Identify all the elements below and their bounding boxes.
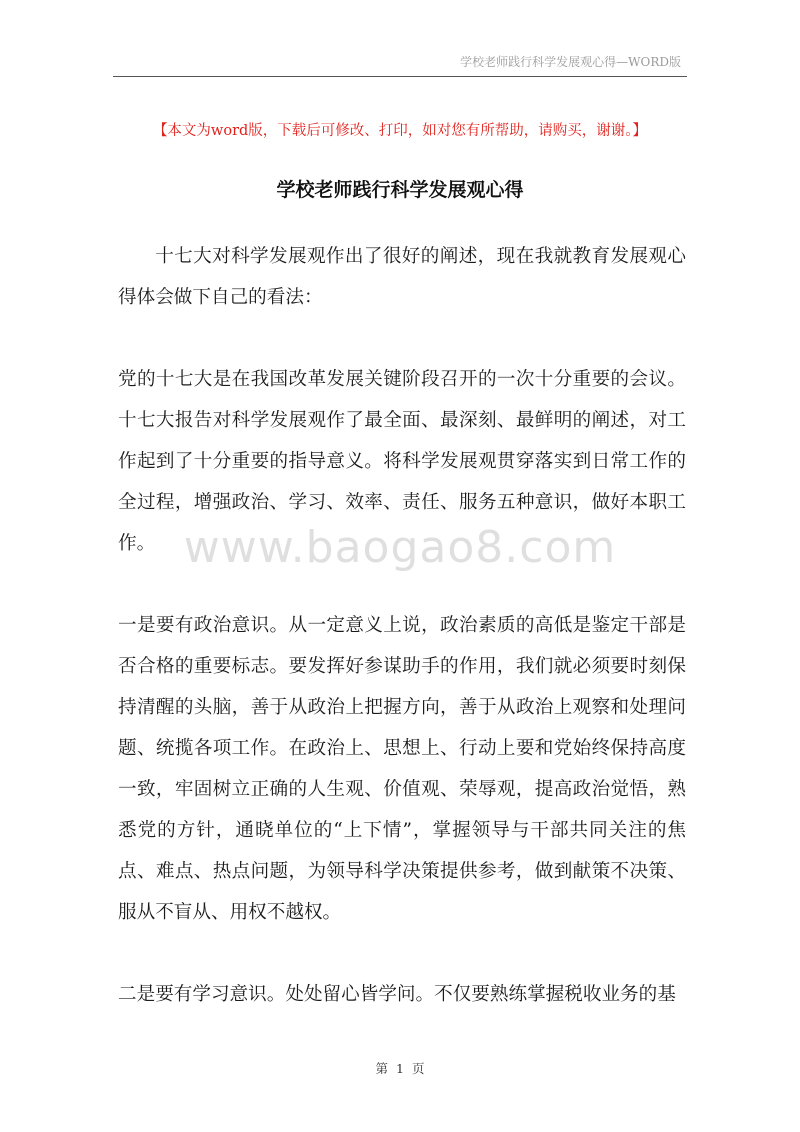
document-body bbox=[118, 236, 686, 1015]
paragraph-spacer bbox=[118, 933, 686, 974]
paragraph-spacer bbox=[118, 318, 686, 359]
page-number: 1 bbox=[396, 1061, 404, 1076]
paragraph-learning-awareness: 二是要有学习意识。处处留心皆学问。不仅要熟练掌握税收业务的基 bbox=[118, 984, 676, 1005]
page-prefix: 第 bbox=[375, 1061, 389, 1076]
running-header: 学校老师践行科学发展观心得—WORD版 bbox=[460, 55, 681, 69]
purchase-notice: 【本文为word版，下载后可修改、打印，如对您有所帮助，请购买，谢谢。】 bbox=[152, 123, 648, 139]
document-title: 学校老师践行科学发展观心得 bbox=[276, 179, 524, 201]
header-divider bbox=[113, 76, 687, 77]
watermark: www.baogao8.com bbox=[183, 522, 617, 573]
paragraph-intro: 十七大对科学发展观作出了很好的阐述，现在我就教育发展观心得体会做下自己的看法： bbox=[118, 246, 686, 308]
paragraph-political-awareness: 一是要有政治意识。从一定意义上说，政治素质的高低是鉴定干部是否合格的重要标志。要发挥好参谋助手的作用，我们就必须要时刻保持清醒的头脑，善于从政治上把握方向，善于从政治上观察和处理问题、统揽各项工作。在政治上、思想上、行动上要和党始终保持高度一致，牢固树立正确的人生观、价值观、荣辱观，提高政治觉悟，熟悉党的方针，通晓单位的“上下情”，掌握领导与干部共同关注的焦点、难点、热点问题，为领导科学决策提供参考，做到献策不决策、服从不盲从、用权不越权。 bbox=[118, 615, 686, 923]
paragraph-spacer bbox=[118, 564, 686, 605]
page-suffix: 页 bbox=[411, 1061, 425, 1076]
paragraph-congress: 党的十七大是在我国改革发展关键阶段召开的一次十分重要的会议。十七大报告对科学发展观作了最全面、最深刻、最鲜明的阐述，对工作起到了十分重要的指导意义。将科学发展观贯穿落实到日常工作的全过程，增强政治、学习、效率、责任、服务五种意识，做好本职工作。 bbox=[118, 369, 686, 554]
page-footer bbox=[0, 1059, 800, 1077]
